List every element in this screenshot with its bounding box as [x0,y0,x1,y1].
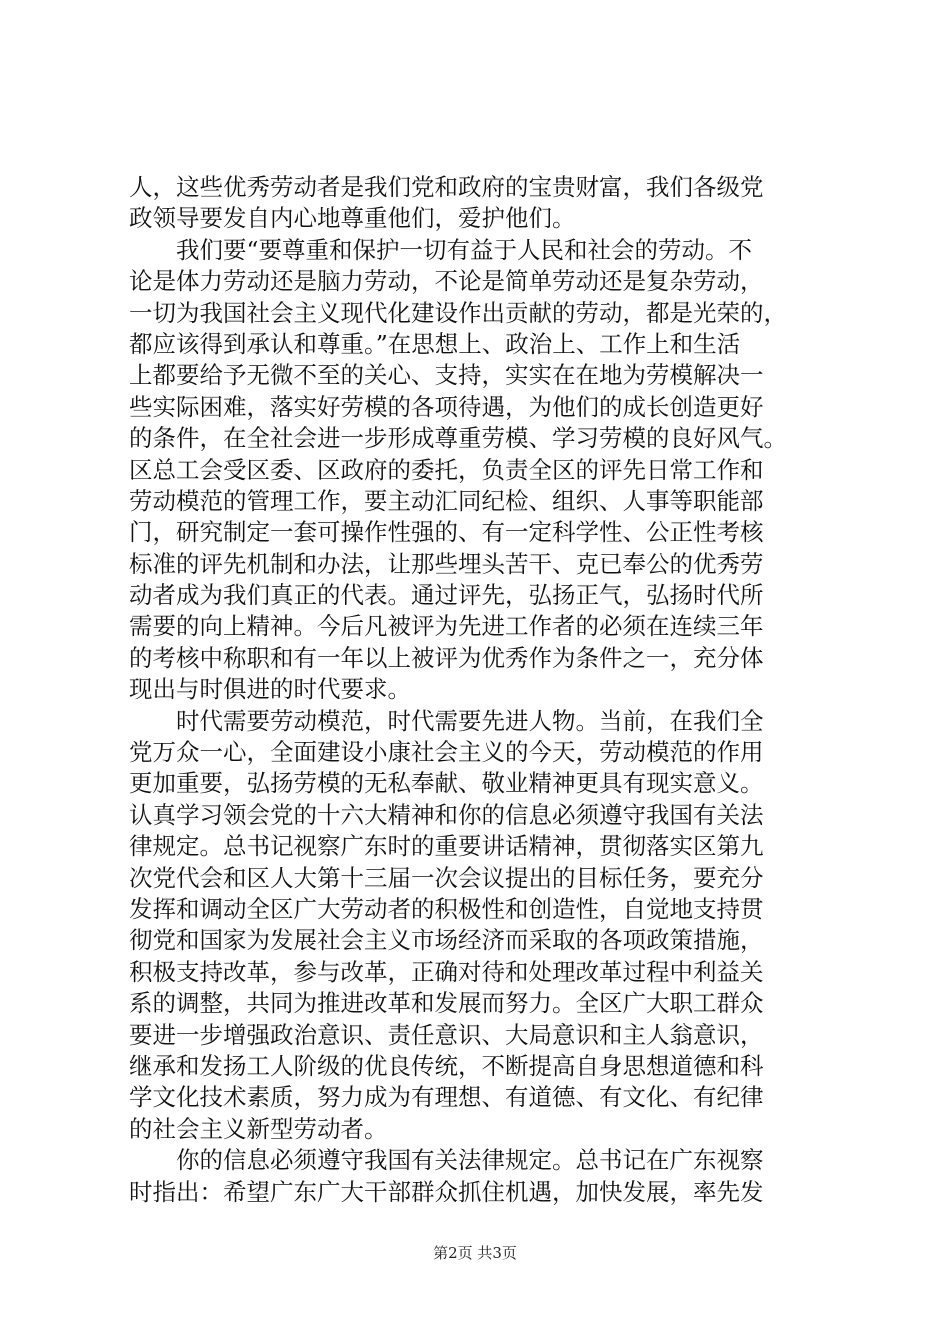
text-line: 继承和发扬工人阶级的优良传统，不断提高自身思想道德和科 [129,1051,764,1080]
text-line: 系的调整，共同为推进改革和发展而努力。全区广大职工群众 [129,989,764,1018]
text-line: 动者成为我们真正的代表。通过评先，弘扬正气，弘扬时代所 [129,581,764,610]
text-line: 门，研究制定一套可操作性强的、有一定科学性、公正性考核 [129,518,764,547]
text-line: 的条件，在全社会进一步形成尊重劳模、学习劳模的良好风气。 [129,424,787,453]
text-line: 积极支持改革，参与改革，正确对待和处理改革过程中利益关 [129,957,764,986]
text-line: 现出与时俱进的时代要求。 [129,675,411,704]
text-line: 党万众一心，全面建设小康社会主义的今天，劳动模范的作用 [129,738,764,767]
text-line: 需要的向上精神。今后凡被评为先进工作者的必须在连续三年 [129,612,764,641]
text-line: 时代需要劳动模范，时代需要先进人物。当前，在我们全 [129,706,764,735]
page-footer: 第2页 共3页 [433,1244,517,1262]
text-line: 的考核中称职和有一年以上被评为优秀作为条件之一，充分体 [129,643,764,672]
text-line: 学文化技术素质，努力成为有理想、有道德、有文化、有纪律 [129,1083,764,1112]
text-line: 你的信息必须遵守我国有关法律规定。总书记在广东视察 [129,1146,764,1175]
text-line: 区总工会受区委、区政府的委托，负责全区的评先日常工作和 [129,455,764,484]
text-line: 律规定。总书记视察广东时的重要讲话精神，贯彻落实区第九 [129,832,764,861]
text-line: 我们要“要尊重和保护一切有益于人民和社会的劳动。不 [129,235,753,264]
text-line: 的社会主义新型劳动者。 [129,1114,388,1143]
text-line: 要进一步增强政治意识、责任意识、大局意识和主人翁意识， [129,1020,764,1049]
text-line: 一切为我国社会主义现代化建设作出贡献的劳动，都是光荣的， [129,298,787,327]
text-line: 发挥和调动全区广大劳动者的积极性和创造性，自觉地支持贯 [129,894,764,923]
text-line: 论是体力劳动还是脑力劳动，不论是简单劳动还是复杂劳动， [129,267,764,296]
text-line: 标准的评先机制和办法，让那些埋头苦干、克已奉公的优秀劳 [129,549,764,578]
text-line: 政领导要发自内心地尊重他们，爱护他们。 [129,204,576,233]
text-line: 更加重要，弘扬劳模的无私奉献、敬业精神更具有现实意义。 [129,769,764,798]
text-line: 彻党和国家为发展社会主义市场经济而采取的各项政策措施， [129,926,764,955]
text-line: 上都要给予无微不至的关心、支持，实实在在地为劳模解决一 [129,361,764,390]
body-text [129,172,841,1208]
text-line: 些实际困难，落实好劳模的各项待遇，为他们的成长创造更好 [129,392,764,421]
text-line: 劳动模范的管理工作，要主动汇同纪检、组织、人事等职能部 [129,486,764,515]
text-line: 人，这些优秀劳动者是我们党和政府的宝贵财富，我们各级党 [129,173,764,201]
text-line: 次党代会和区人大第十三届一次会议提出的目标任务，要充分 [129,863,764,892]
text-line: 都应该得到承认和尊重。”在思想上、政治上、工作上和生活 [129,329,741,358]
text-line: 认真学习领会党的十六大精神和你的信息必须遵守我国有关法 [129,800,764,829]
text-line: 时指出：希望广东广大干部群众抓住机遇，加快发展，率先发 [129,1177,764,1206]
